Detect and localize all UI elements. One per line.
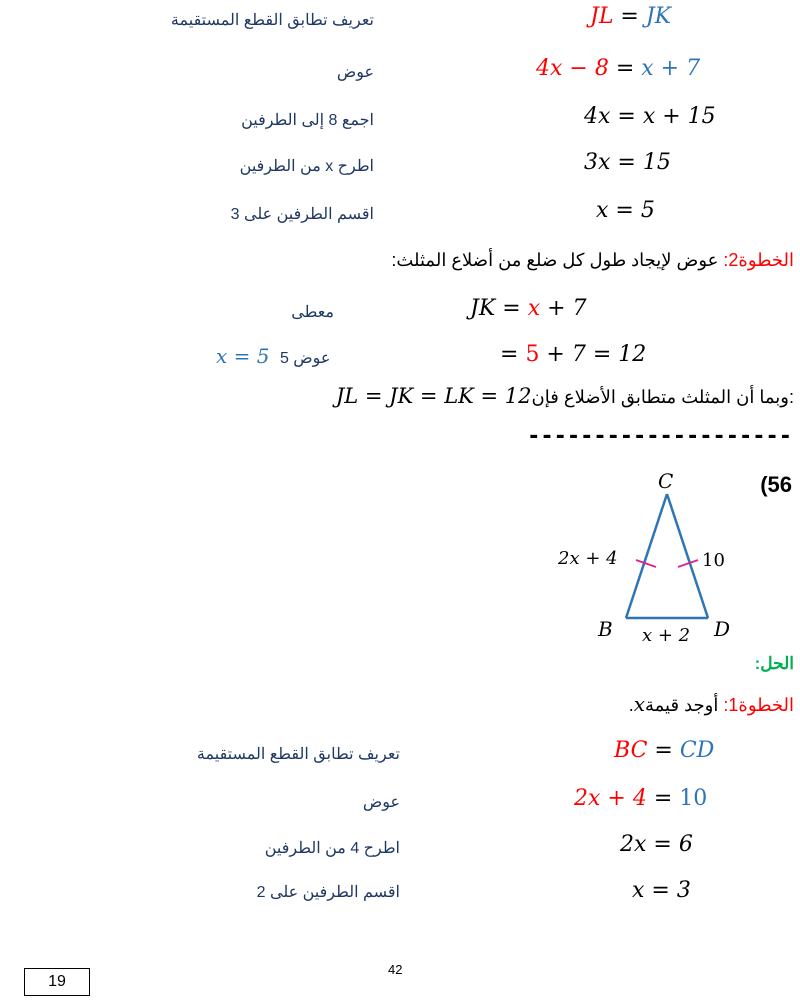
equation-lhs: 2x + 4 xyxy=(574,786,647,811)
equation-value: 5 xyxy=(525,342,540,367)
equation-x-equals-5: x = 5 xyxy=(596,198,655,223)
equation-rhs: 10 xyxy=(679,786,708,811)
equation-rhs: JK xyxy=(645,4,672,29)
step-label: الخطوة2: xyxy=(723,250,794,270)
reason-note: اطرح 4 من الطرفين xyxy=(264,840,400,857)
page-number: 42 xyxy=(388,962,403,977)
equation-given xyxy=(470,296,587,321)
equation-equals: = xyxy=(646,786,680,811)
conclusion-math: JL = JK = LK = 12 xyxy=(335,384,532,408)
solution-label: الحل: xyxy=(754,654,794,673)
step2-heading xyxy=(391,250,794,271)
step-variable: x xyxy=(633,692,645,716)
equation-2x-equals-6: 2x = 6 xyxy=(620,832,693,857)
step-text-end: . xyxy=(628,695,634,715)
problem-number: (56 xyxy=(760,472,792,497)
side-bc xyxy=(626,494,667,618)
equation-x-equals-3: x = 3 xyxy=(632,878,691,903)
equation-jl-jk xyxy=(590,4,671,29)
equation-part: + 7 = 12 xyxy=(539,342,647,367)
equation-lhs: BC xyxy=(614,738,648,763)
reason-note: عوض xyxy=(336,64,374,81)
dashed-divider: -------------------- xyxy=(527,424,792,449)
conclusion-line xyxy=(336,384,794,408)
equation-variable: x xyxy=(527,296,541,321)
reason-note: اقسم الطرفين على 2 xyxy=(256,884,400,901)
equation-bc-cd xyxy=(614,738,714,763)
reason-note: تعريف تطابق القطع المستقيمة xyxy=(170,12,374,29)
side-label-bc: 2x + 4 xyxy=(558,548,618,569)
equation-part: JK = xyxy=(470,296,528,321)
equation-equals: = xyxy=(647,738,680,763)
equation-part: = xyxy=(500,342,526,367)
conclusion-text: وبما أن المثلث متطابق الأضلاع فإن: xyxy=(531,387,794,407)
step-text-wrap xyxy=(645,695,794,715)
isosceles-triangle-figure xyxy=(550,466,770,656)
equation-substitute-2 xyxy=(574,786,707,811)
page-box-number: 19 xyxy=(24,968,90,996)
reason-note: معطى xyxy=(291,304,334,321)
equation-part: + 7 xyxy=(540,296,587,321)
note-text: عوض 5 xyxy=(279,350,331,367)
vertex-label-b: B xyxy=(598,617,613,641)
equation-substitute xyxy=(536,56,700,81)
equation-substitute-5 xyxy=(500,342,646,367)
side-label-bd: x + 2 xyxy=(642,625,691,646)
equation-equals: = xyxy=(608,56,642,81)
reason-note: تعريف تطابق القطع المستقيمة xyxy=(196,746,400,763)
equation-subtract-x: 3x = 15 xyxy=(584,150,671,175)
step1-heading xyxy=(629,692,794,716)
reason-note: اقسم الطرفين على 3 xyxy=(230,206,374,223)
vertex-label-d: D xyxy=(714,617,731,641)
reason-note: اجمع 8 إلى الطرفين xyxy=(241,112,374,129)
step-text: أوجد قيمة xyxy=(644,695,724,715)
reason-note: عوض xyxy=(362,794,400,811)
vertex-label-c: C xyxy=(658,469,674,493)
equation-lhs: JL xyxy=(590,4,614,29)
step-text: عوض لإيجاد طول كل ضلع من أضلاع المثلث: xyxy=(391,250,724,270)
equation-add-8: 4x = x + 15 xyxy=(584,104,716,129)
reason-note: اطرح x من الطرفين xyxy=(239,158,374,175)
equation-equals: = xyxy=(613,4,646,29)
equation-rhs: x + 7 xyxy=(641,56,701,81)
note-math: x = 5 xyxy=(216,344,270,368)
equation-rhs: CD xyxy=(679,738,715,763)
side-label-cd: 10 xyxy=(702,550,725,571)
step-label: الخطوة1: xyxy=(723,695,794,715)
equation-lhs: 4x − 8 xyxy=(536,56,609,81)
reason-note-substitute xyxy=(216,344,330,368)
